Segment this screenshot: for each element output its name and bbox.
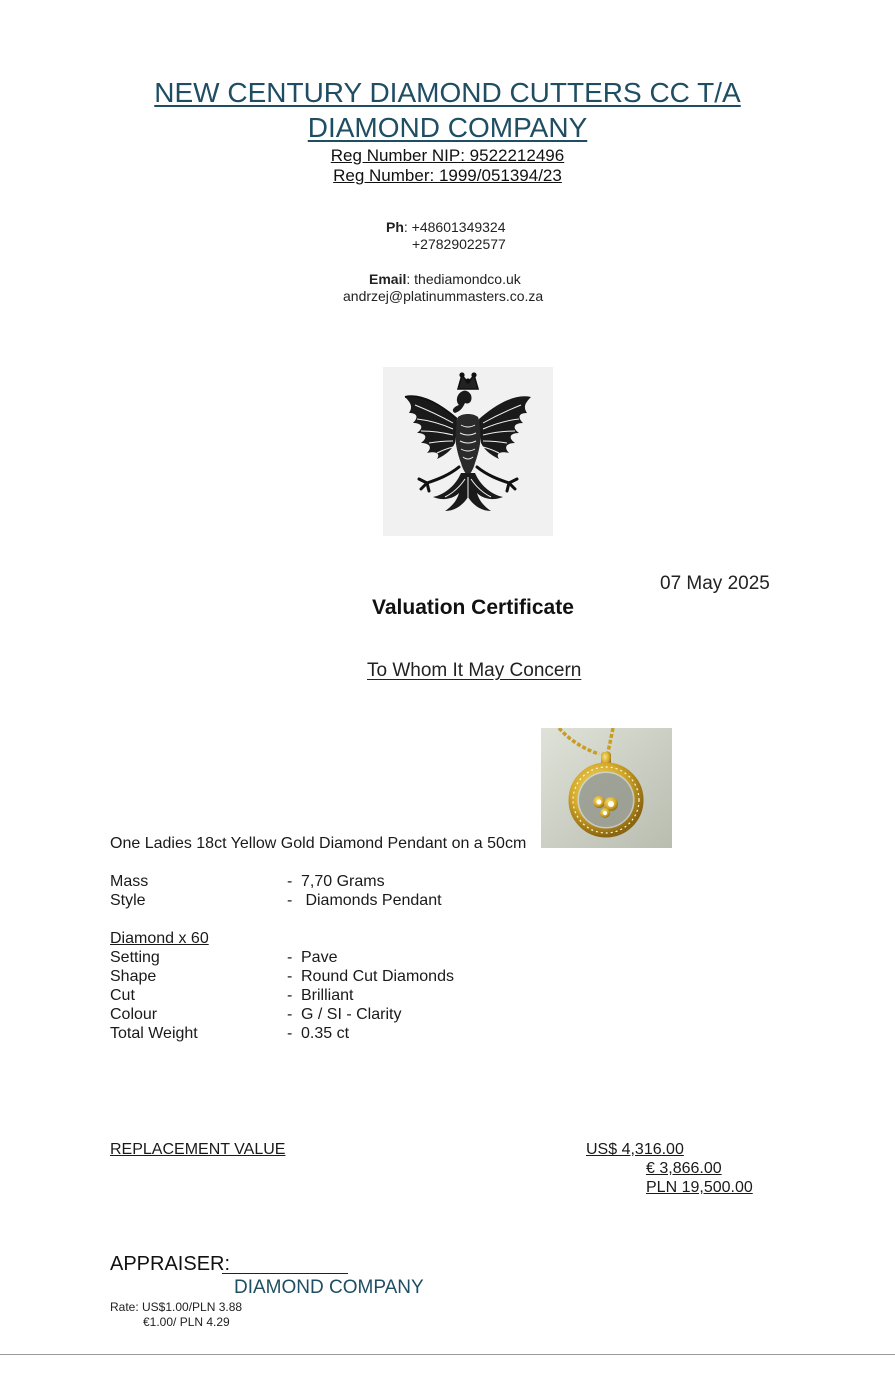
email-2: andrzej@platinummasters.co.za [343, 288, 544, 304]
spec-value: Round Cut Diamonds [301, 968, 454, 985]
appraiser-label: APPRAISER: [110, 1253, 231, 1275]
spec-dash: - [287, 968, 293, 985]
spec-dash: - [287, 873, 293, 890]
certificate-date: 07 May 2025 [660, 573, 770, 594]
diamond-heading: Diamond x 60 [110, 930, 209, 947]
spec-dash: - [287, 949, 293, 966]
polish-eagle-emblem-icon [383, 367, 553, 536]
spec-row-cut [110, 986, 610, 1005]
spec-dash: - [287, 1006, 293, 1023]
company-name-line1: NEW CENTURY DIAMOND CUTTERS CC T/A [154, 77, 741, 108]
spec-value: Diamonds Pendant [301, 892, 442, 909]
spec-dash: - [287, 892, 293, 909]
phone-label: Ph [386, 219, 404, 235]
exchange-rate-usd: Rate: US$1.00/PLN 3.88 [110, 1300, 243, 1314]
spec-dash: - [287, 1025, 293, 1042]
phone-line-1 [386, 219, 506, 236]
spec-dash: - [287, 987, 293, 1004]
spec-label: Setting [110, 949, 160, 966]
spec-label: Colour [110, 1006, 158, 1023]
spec-label: Shape [110, 968, 157, 985]
reg-number-nip: Reg Number NIP: 9522212496 [330, 146, 565, 165]
spec-row-mass [110, 872, 610, 891]
spec-value: Brilliant [301, 987, 354, 1004]
value-usd: US$ 4,316.00 [586, 1141, 684, 1158]
spec-value: 0.35 ct [301, 1025, 350, 1042]
page-bottom-divider [0, 1354, 895, 1355]
phone-1: : +48601349324 [403, 219, 506, 235]
footer-company-name: DIAMOND COMPANY [234, 1277, 424, 1298]
spec-value: 7,70 Grams [301, 873, 385, 890]
spec-row-shape [110, 967, 610, 986]
gold-diamond-pendant-photo-icon [541, 728, 672, 848]
spec-row-setting [110, 948, 610, 967]
replacement-value-label: REPLACEMENT VALUE [110, 1141, 286, 1158]
item-description: One Ladies 18ct Yellow Gold Diamond Pendant on a 50cm [110, 835, 527, 852]
spec-label: Cut [110, 987, 135, 1004]
spec-label: Total Weight [110, 1025, 198, 1042]
reg-number: Reg Number: 1999/051394/23 [333, 166, 562, 185]
value-pln: PLN 19,500.00 [646, 1179, 753, 1196]
exchange-rate-eur: €1.00/ PLN 4.29 [143, 1315, 230, 1329]
spec-row-style [110, 891, 610, 910]
spec-label: Style [110, 892, 146, 909]
email-line-1 [369, 271, 521, 288]
salutation: To Whom It May Concern [367, 660, 582, 681]
spec-row-colour [110, 1005, 610, 1024]
email-1: : thediamondco.uk [406, 271, 521, 287]
company-name-line2: DIAMOND COMPANY [307, 112, 588, 143]
spec-label: Mass [110, 873, 149, 890]
spec-value: G / SI - Clarity [301, 1006, 402, 1023]
phone-2: +27829022577 [412, 236, 506, 252]
signature-line [222, 1273, 348, 1274]
certificate-title: Valuation Certificate [372, 596, 574, 619]
spec-value: Pave [301, 949, 338, 966]
email-label: Email [369, 271, 407, 287]
value-eur: € 3,866.00 [646, 1160, 722, 1177]
spec-row-total-weight [110, 1024, 610, 1043]
